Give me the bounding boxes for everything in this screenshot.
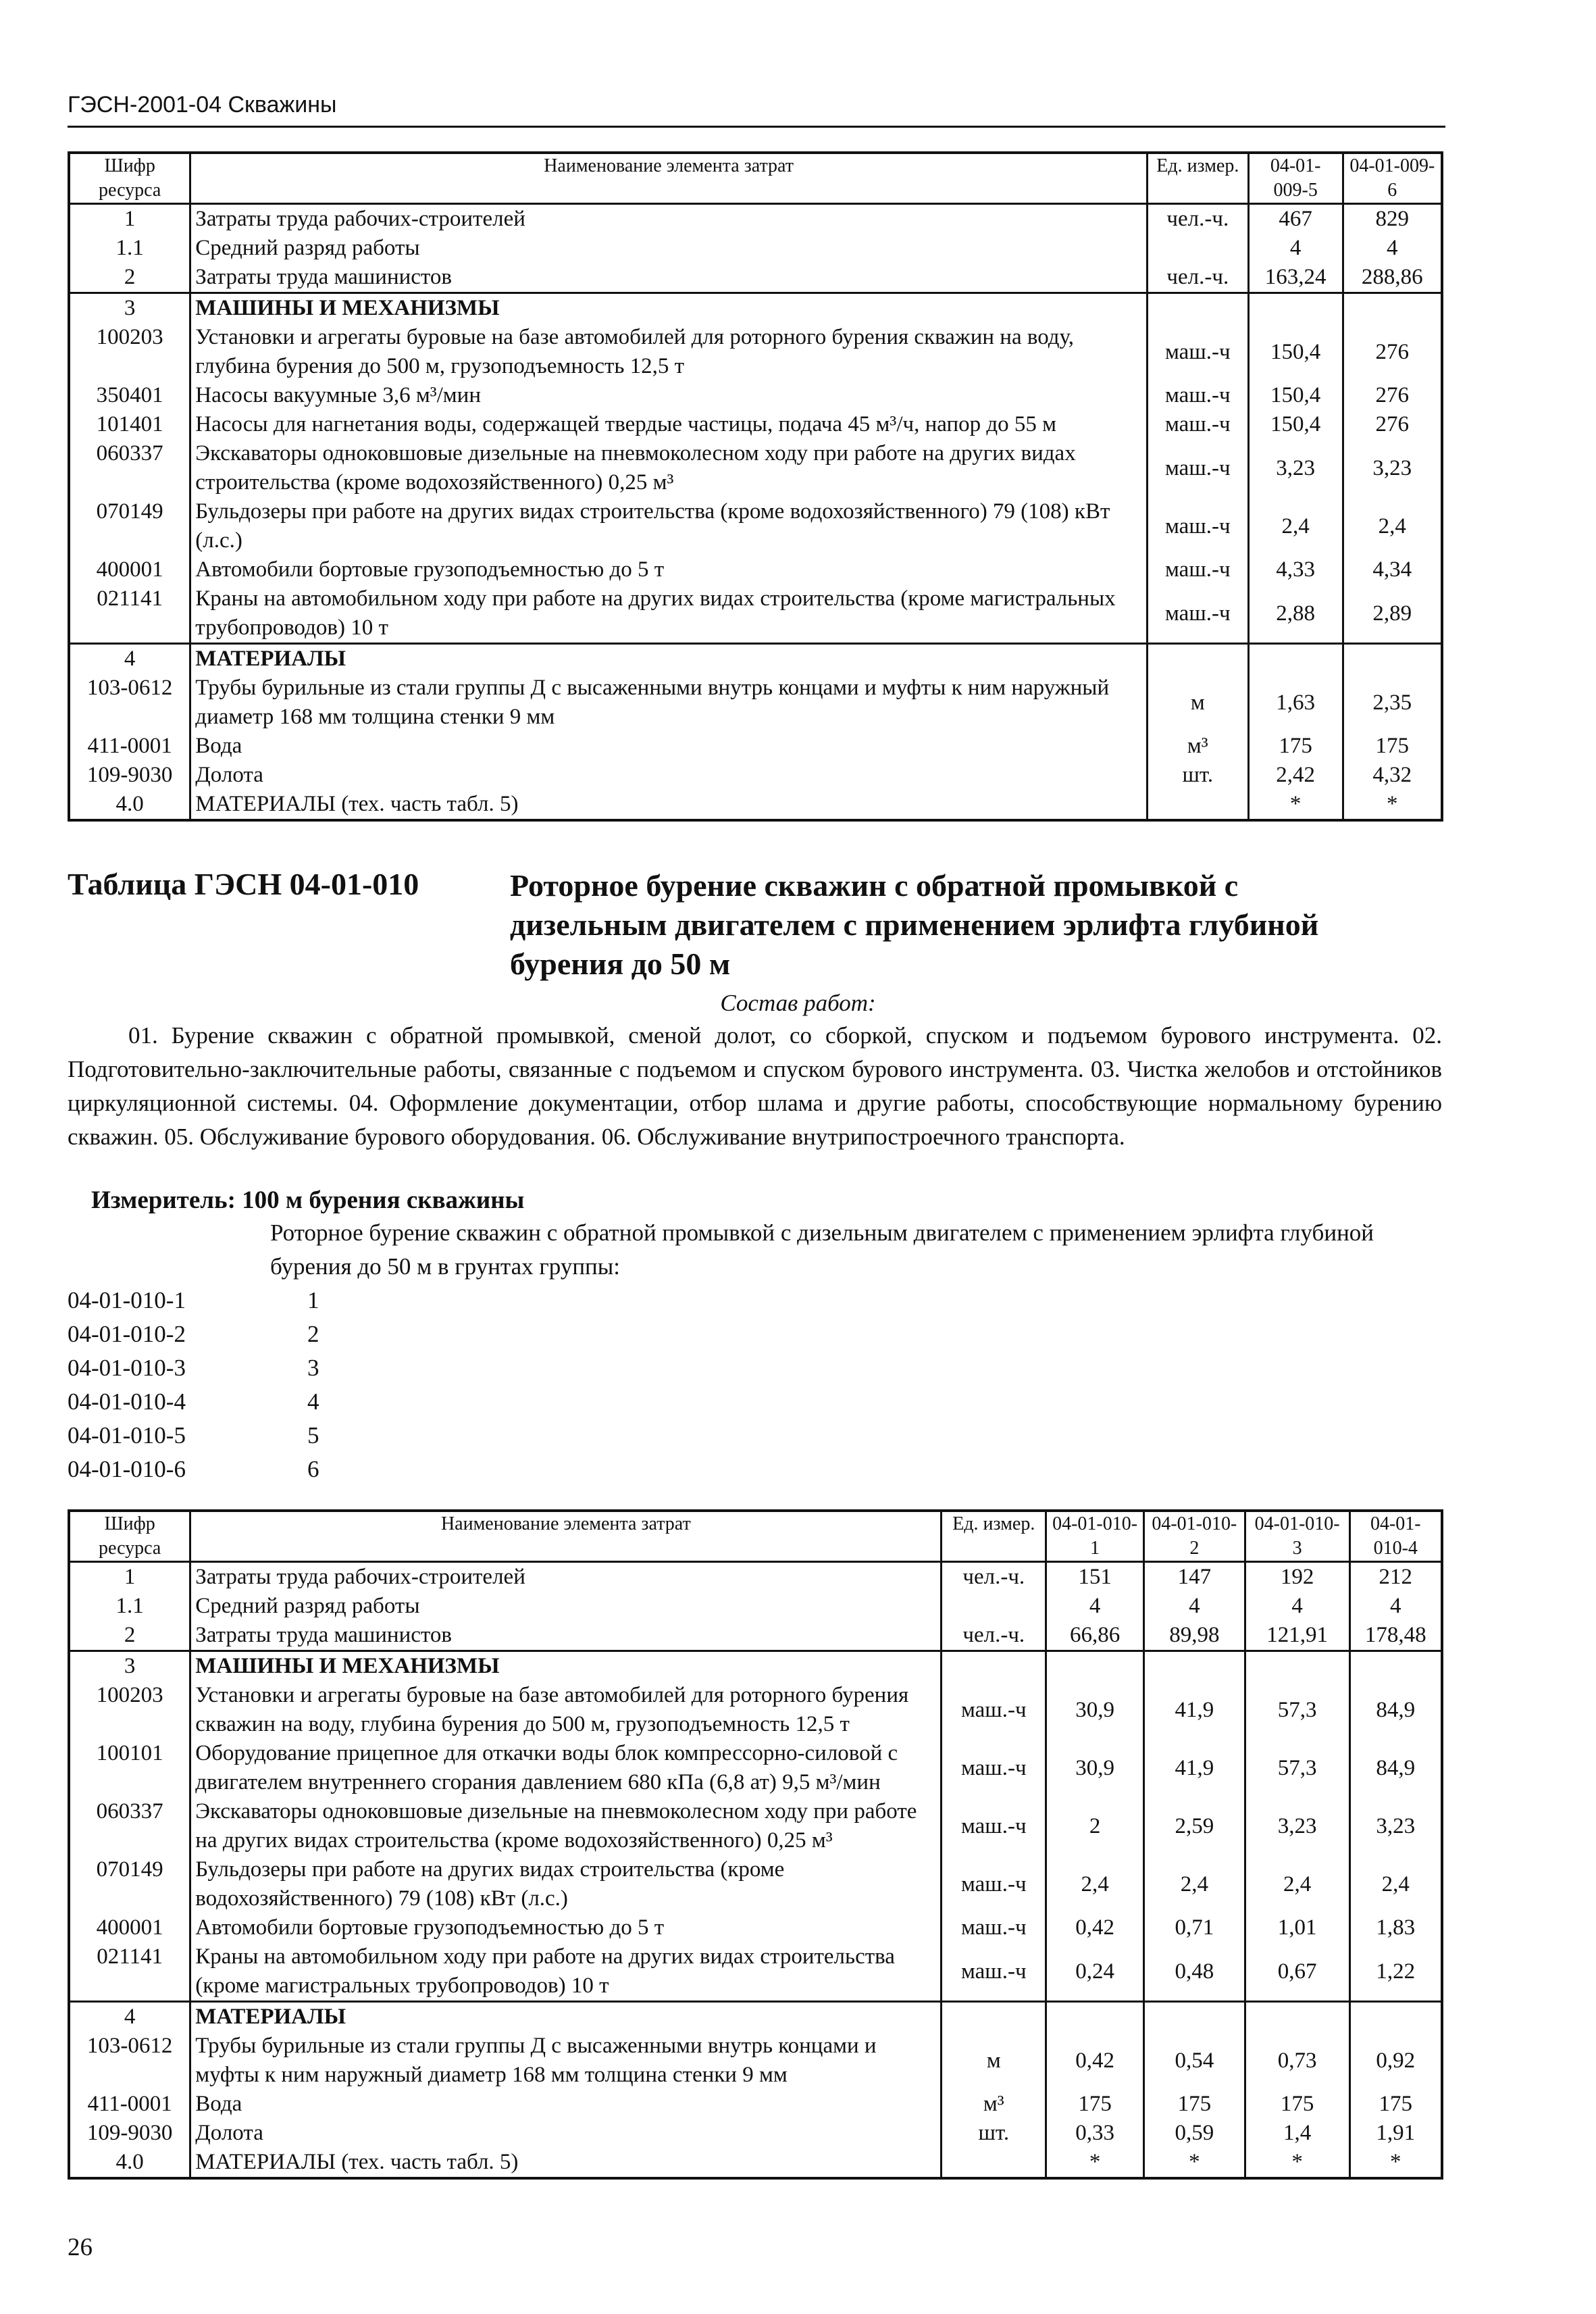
resource-name: Затраты труда машинистов <box>190 1621 942 1651</box>
table-row <box>69 439 1442 497</box>
resource-code: 070149 <box>69 1855 190 1913</box>
value-cell: 30,9 <box>1046 1681 1144 1739</box>
resource-code: 100101 <box>69 1739 190 1797</box>
value-cell: 0,92 <box>1349 2032 1442 2090</box>
value-cell: 1,4 <box>1245 2119 1349 2148</box>
table-row <box>69 2148 1442 2178</box>
unit: чел.-ч. <box>942 1562 1046 1592</box>
value-cell: 0,54 <box>1143 2032 1245 2090</box>
value-cell: 3,23 <box>1248 439 1343 497</box>
column-header: Ед. измер. <box>942 1511 1046 1562</box>
table-row <box>69 1562 1442 1592</box>
table-row <box>69 732 1442 761</box>
column-header: 04-01-009-6 <box>1343 153 1442 204</box>
resource-name: МАШИНЫ И МЕХАНИЗМЫ <box>190 293 1148 324</box>
value-cell: 1,22 <box>1349 1942 1442 2002</box>
unit <box>942 1592 1046 1621</box>
soil-group: 2 <box>307 1321 319 1347</box>
table-row <box>69 1621 1442 1651</box>
table-row <box>69 2119 1442 2148</box>
value-cell: * <box>1349 2148 1442 2178</box>
resource-name: Затраты труда рабочих-строителей <box>190 1562 942 1592</box>
resource-code: 2 <box>69 1621 190 1651</box>
value-cell: 41,9 <box>1143 1739 1245 1797</box>
resource-name: Автомобили бортовые грузоподъемностью до 5 т <box>190 1913 942 1942</box>
resource-code: 101401 <box>69 410 190 439</box>
value-cell: 2,4 <box>1248 497 1343 555</box>
column-header: 04-01-009-5 <box>1248 153 1343 204</box>
value-cell: 1,01 <box>1245 1913 1349 1942</box>
value-cell: 4,32 <box>1343 761 1442 790</box>
value-cell: 192 <box>1245 1562 1349 1592</box>
resource-code: 100203 <box>69 1681 190 1739</box>
value-cell: 150,4 <box>1248 323 1343 381</box>
table-row <box>69 761 1442 790</box>
value-cell: 175 <box>1245 2090 1349 2119</box>
resource-name: Долота <box>190 761 1148 790</box>
value-cell <box>1245 1651 1349 1682</box>
unit: маш.-ч <box>1147 381 1248 410</box>
table-row <box>69 234 1442 263</box>
value-cell: 0,67 <box>1245 1942 1349 2002</box>
resource-code: 4 <box>69 644 190 674</box>
work-composition-heading: Состав работ: <box>720 990 876 1016</box>
resource-code: 1.1 <box>69 234 190 263</box>
table-row <box>69 790 1442 820</box>
value-cell <box>1343 644 1442 674</box>
resource-code: 109-9030 <box>69 761 190 790</box>
value-cell: 178,48 <box>1349 1621 1442 1651</box>
table-row <box>69 2032 1442 2090</box>
value-cell: 0,24 <box>1046 1942 1144 2002</box>
resource-name: МАТЕРИАЛЫ (тех. часть табл. 5) <box>190 2148 942 2178</box>
column-header: 04-01-010-3 <box>1245 1511 1349 1562</box>
value-cell: 150,4 <box>1248 381 1343 410</box>
unit: маш.-ч <box>942 1855 1046 1913</box>
value-cell: 3,23 <box>1349 1797 1442 1855</box>
table-row <box>69 555 1442 584</box>
value-cell <box>1046 2002 1144 2032</box>
table-row <box>69 2002 1442 2032</box>
value-cell: 66,86 <box>1046 1621 1144 1651</box>
resource-name: Средний разряд работы <box>190 1592 942 1621</box>
resource-name: Вода <box>190 732 1148 761</box>
norm-code: 04-01-010-6 <box>68 1456 186 1482</box>
value-cell: 0,42 <box>1046 2032 1144 2090</box>
value-cell: 0,59 <box>1143 2119 1245 2148</box>
unit <box>942 1651 1046 1682</box>
value-cell: 4 <box>1343 234 1442 263</box>
resource-code: 350401 <box>69 381 190 410</box>
value-cell: 147 <box>1143 1562 1245 1592</box>
value-cell <box>1046 1651 1144 1682</box>
table-row <box>69 1855 1442 1913</box>
column-header: 04-01-010-1 <box>1046 1511 1144 1562</box>
unit <box>1147 293 1248 324</box>
unit: маш.-ч <box>1147 410 1248 439</box>
value-cell: 151 <box>1046 1562 1144 1592</box>
value-cell: 175 <box>1046 2090 1144 2119</box>
table-row <box>69 1592 1442 1621</box>
resource-table-010 <box>68 1509 1443 2180</box>
header-rule <box>68 126 1445 128</box>
norm-code: 04-01-010-2 <box>68 1321 186 1347</box>
resource-code: 411-0001 <box>69 732 190 761</box>
soil-group: 4 <box>307 1388 319 1415</box>
column-header: Наименование элемента затрат <box>190 1511 942 1562</box>
norm-code-list <box>68 1284 319 1486</box>
value-cell: 2,59 <box>1143 1797 1245 1855</box>
column-header: Шифр ресурса <box>69 153 190 204</box>
value-cell: 2,4 <box>1245 1855 1349 1913</box>
resource-name: Трубы бурильные из стали группы Д с высаженными внутрь концами и муфты к ним наружный диаметр 168 мм толщина стенки 9 мм <box>190 674 1148 732</box>
resource-name: Насосы для нагнетания воды, содержащей твердые частицы, подача 45 м³/ч, напор до 55 м <box>190 410 1148 439</box>
table-row <box>69 2090 1442 2119</box>
norm-code: 04-01-010-1 <box>68 1287 186 1313</box>
table-row <box>69 584 1442 644</box>
resource-name: Краны на автомобильном ходу при работе на других видах строительства (кроме магистральных трубопроводов) 10 т <box>190 584 1148 644</box>
table-row <box>69 1651 1442 1682</box>
value-cell: 288,86 <box>1343 263 1442 293</box>
table-row <box>69 497 1442 555</box>
value-cell: 276 <box>1343 381 1442 410</box>
resource-name: МАТЕРИАЛЫ <box>190 2002 942 2032</box>
resource-name: Установки и агрегаты буровые на базе автомобилей для роторного бурения скважин на воду, глубина бурения до 500 м, грузоподъемность 12,5 т <box>190 1681 942 1739</box>
value-cell: 1,91 <box>1349 2119 1442 2148</box>
value-cell: 4,33 <box>1248 555 1343 584</box>
table-row <box>69 323 1442 381</box>
resource-name: Вода <box>190 2090 942 2119</box>
norm-code: 04-01-010-5 <box>68 1422 186 1449</box>
value-cell: 2,89 <box>1343 584 1442 644</box>
value-cell <box>1143 1651 1245 1682</box>
unit: шт. <box>1147 761 1248 790</box>
table-row <box>69 644 1442 674</box>
table-row <box>69 381 1442 410</box>
resource-name: Оборудование прицепное для откачки воды блок компрессорно-силовой с двигателем внутреннего сгорания давлением 680 кПа (6,8 ат) 9,5 м³/мин <box>190 1739 942 1797</box>
unit <box>1147 234 1248 263</box>
resource-code: 109-9030 <box>69 2119 190 2148</box>
table-row <box>69 204 1442 234</box>
norm-code-row <box>68 1385 319 1419</box>
table-row <box>69 1739 1442 1797</box>
table-header-row <box>69 153 1442 204</box>
resource-name: МАТЕРИАЛЫ <box>190 644 1148 674</box>
unit: маш.-ч <box>1147 584 1248 644</box>
resource-code: 1 <box>69 204 190 234</box>
value-cell: 41,9 <box>1143 1681 1245 1739</box>
value-cell: * <box>1143 2148 1245 2178</box>
column-header: Шифр ресурса <box>69 1511 190 1562</box>
resource-code: 021141 <box>69 1942 190 2002</box>
value-cell: 4,34 <box>1343 555 1442 584</box>
resource-code: 411-0001 <box>69 2090 190 2119</box>
soil-group: 3 <box>307 1355 319 1381</box>
resource-code: 100203 <box>69 323 190 381</box>
unit: чел.-ч. <box>1147 204 1248 234</box>
value-cell: * <box>1343 790 1442 820</box>
unit: маш.-ч <box>1147 497 1248 555</box>
value-cell: 2,88 <box>1248 584 1343 644</box>
resource-name: Насосы вакуумные 3,6 м³/мин <box>190 381 1148 410</box>
value-cell: 4 <box>1245 1592 1349 1621</box>
value-cell: 175 <box>1143 2090 1245 2119</box>
unit: маш.-ч <box>942 1942 1046 2002</box>
resource-code: 2 <box>69 263 190 293</box>
value-cell: 2,4 <box>1343 497 1442 555</box>
value-cell: * <box>1245 2148 1349 2178</box>
value-cell: 4 <box>1046 1592 1144 1621</box>
value-cell: 276 <box>1343 323 1442 381</box>
resource-code: 4.0 <box>69 2148 190 2178</box>
value-cell <box>1343 293 1442 324</box>
resource-name: Автомобили бортовые грузоподъемностью до 5 т <box>190 555 1148 584</box>
value-cell: 212 <box>1349 1562 1442 1592</box>
value-cell: 175 <box>1248 732 1343 761</box>
norm-code-row <box>68 1351 319 1385</box>
resource-name: Установки и агрегаты буровые на базе автомобилей для роторного бурения скважин на воду, глубина бурения до 500 м, грузоподъемность 12,5 т <box>190 323 1148 381</box>
value-cell: 0,48 <box>1143 1942 1245 2002</box>
resource-name: Экскаваторы одноковшовые дизельные на пневмоколесном ходу при работе на других видах строительства (кроме водохозяйственного) 0,25 м³ <box>190 1797 942 1855</box>
value-cell: 175 <box>1349 2090 1442 2119</box>
unit: маш.-ч <box>1147 439 1248 497</box>
value-cell: 1,83 <box>1349 1913 1442 1942</box>
resource-table-009 <box>68 151 1443 822</box>
norm-code-row <box>68 1284 319 1317</box>
unit: м³ <box>1147 732 1248 761</box>
resource-name: Экскаваторы одноковшовые дизельные на пневмоколесном ходу при работе на других видах строительства (кроме водохозяйственного) 0,25 м³ <box>190 439 1148 497</box>
value-cell: 2,4 <box>1143 1855 1245 1913</box>
unit: маш.-ч <box>942 1739 1046 1797</box>
value-cell: 3,23 <box>1245 1797 1349 1855</box>
value-cell: 4 <box>1248 234 1343 263</box>
resource-code: 4 <box>69 2002 190 2032</box>
soil-group: 6 <box>307 1456 319 1482</box>
table-header-row <box>69 1511 1442 1562</box>
page-number: 26 <box>68 2234 93 2261</box>
unit: маш.-ч <box>1147 555 1248 584</box>
resource-code: 103-0612 <box>69 674 190 732</box>
norm-code: 04-01-010-4 <box>68 1388 186 1415</box>
value-cell <box>1248 293 1343 324</box>
table-row <box>69 1681 1442 1739</box>
unit: маш.-ч <box>1147 323 1248 381</box>
resource-code: 400001 <box>69 1913 190 1942</box>
value-cell: 276 <box>1343 410 1442 439</box>
column-header: 04-01-010-2 <box>1143 1511 1245 1562</box>
meter-unit: Измеритель: 100 м бурения скважины <box>91 1186 525 1214</box>
value-cell <box>1248 644 1343 674</box>
value-cell <box>1143 2002 1245 2032</box>
value-cell: 2 <box>1046 1797 1144 1855</box>
value-cell: 30,9 <box>1046 1739 1144 1797</box>
running-header: ГЭСН-2001-04 Скважины <box>68 92 337 118</box>
value-cell: 57,3 <box>1245 1739 1349 1797</box>
table-title: Роторное бурение скважин с обратной промывкой с дизельным двигателем с применением эрлифта глубиной бурения до 50 м <box>510 868 1319 981</box>
value-cell: 121,91 <box>1245 1621 1349 1651</box>
value-cell: 84,9 <box>1349 1681 1442 1739</box>
unit: маш.-ч <box>942 1797 1046 1855</box>
resource-name: Затраты труда машинистов <box>190 263 1148 293</box>
resource-name: Бульдозеры при работе на других видах строительства (кроме водохозяйственного) 79 (108) кВт (л.с.) <box>190 1855 942 1913</box>
resource-name: Долота <box>190 2119 942 2148</box>
resource-code: 070149 <box>69 497 190 555</box>
unit <box>1147 644 1248 674</box>
value-cell: 3,23 <box>1343 439 1442 497</box>
resource-code: 4.0 <box>69 790 190 820</box>
value-cell: 84,9 <box>1349 1739 1442 1797</box>
resource-name: Затраты труда рабочих-строителей <box>190 204 1148 234</box>
unit <box>1147 790 1248 820</box>
resource-name: МАШИНЫ И МЕХАНИЗМЫ <box>190 1651 942 1682</box>
unit: м³ <box>942 2090 1046 2119</box>
value-cell: 0,42 <box>1046 1913 1144 1942</box>
value-cell <box>1349 2002 1442 2032</box>
value-cell <box>1245 2002 1349 2032</box>
unit <box>942 2148 1046 2178</box>
table-row <box>69 674 1442 732</box>
value-cell: 2,4 <box>1349 1855 1442 1913</box>
resource-code: 060337 <box>69 1797 190 1855</box>
resource-code: 103-0612 <box>69 2032 190 2090</box>
value-cell: 175 <box>1343 732 1442 761</box>
value-cell: 2,35 <box>1343 674 1442 732</box>
norm-code-row <box>68 1317 319 1351</box>
table-row <box>69 1913 1442 1942</box>
resource-name: Трубы бурильные из стали группы Д с высаженными внутрь концами и муфты к ним наружный диаметр 168 мм толщина стенки 9 мм <box>190 2032 942 2090</box>
unit: м <box>942 2032 1046 2090</box>
column-header: Ед. измер. <box>1147 153 1248 204</box>
resource-code: 3 <box>69 293 190 324</box>
norm-code: 04-01-010-3 <box>68 1355 186 1381</box>
value-cell: 2,4 <box>1046 1855 1144 1913</box>
value-cell: 4 <box>1143 1592 1245 1621</box>
norm-code-row <box>68 1453 319 1486</box>
norm-description: Роторное бурение скважин с обратной промывкой с дизельным двигателем с применением эрлифта глубиной бурения до 50 м в грунтах группы: <box>270 1219 1374 1280</box>
unit: м <box>1147 674 1248 732</box>
value-cell: 57,3 <box>1245 1681 1349 1739</box>
value-cell: * <box>1046 2148 1144 2178</box>
unit <box>942 2002 1046 2032</box>
value-cell: 89,98 <box>1143 1621 1245 1651</box>
table-row <box>69 263 1442 293</box>
resource-code: 3 <box>69 1651 190 1682</box>
value-cell: 0,71 <box>1143 1913 1245 1942</box>
resource-name: Краны на автомобильном ходу при работе на других видах строительства (кроме магистральных трубопроводов) 10 т <box>190 1942 942 2002</box>
resource-code: 1.1 <box>69 1592 190 1621</box>
value-cell: 4 <box>1349 1592 1442 1621</box>
table-row <box>69 293 1442 324</box>
value-cell: 163,24 <box>1248 263 1343 293</box>
table-label: Таблица ГЭСН 04-01-010 <box>68 867 419 901</box>
work-composition-text: 01. Бурение скважин с обратной промывкой, сменой долот, со сборкой, спуском и подъемом бурового инструмента. 02. Подготовительно-заключительные работы, связанные с подъемом и спуском бурового инструмента. 03. Чистка желобов и отстойников циркуляционной системы. 04. Оформление документации, отбор шлама и другие работы, способствующие нормальному бурению скважин. 05. Обслуживание бурового оборудования. 06. Обслуживание внутрипостроечного транспорта. <box>68 1022 1442 1150</box>
column-header: 04-01-010-4 <box>1349 1511 1442 1562</box>
resource-code: 1 <box>69 1562 190 1592</box>
column-header: Наименование элемента затрат <box>190 153 1148 204</box>
resource-code: 400001 <box>69 555 190 584</box>
resource-code: 021141 <box>69 584 190 644</box>
unit: шт. <box>942 2119 1046 2148</box>
value-cell: 829 <box>1343 204 1442 234</box>
table-row <box>69 1942 1442 2002</box>
soil-group: 1 <box>307 1287 319 1313</box>
value-cell: 0,33 <box>1046 2119 1144 2148</box>
value-cell <box>1349 1651 1442 1682</box>
unit: маш.-ч <box>942 1681 1046 1739</box>
value-cell: 1,63 <box>1248 674 1343 732</box>
norm-code-row <box>68 1419 319 1453</box>
soil-group: 5 <box>307 1422 319 1449</box>
resource-name: МАТЕРИАЛЫ (тех. часть табл. 5) <box>190 790 1148 820</box>
resource-name: Средний разряд работы <box>190 234 1148 263</box>
resource-code: 060337 <box>69 439 190 497</box>
unit: маш.-ч <box>942 1913 1046 1942</box>
table-row <box>69 1797 1442 1855</box>
value-cell: 2,42 <box>1248 761 1343 790</box>
unit: чел.-ч. <box>1147 263 1248 293</box>
value-cell: 467 <box>1248 204 1343 234</box>
table-row <box>69 410 1442 439</box>
value-cell: 150,4 <box>1248 410 1343 439</box>
value-cell: * <box>1248 790 1343 820</box>
resource-name: Бульдозеры при работе на других видах строительства (кроме водохозяйственного) 79 (108) кВт (л.с.) <box>190 497 1148 555</box>
value-cell: 0,73 <box>1245 2032 1349 2090</box>
unit: чел.-ч. <box>942 1621 1046 1651</box>
